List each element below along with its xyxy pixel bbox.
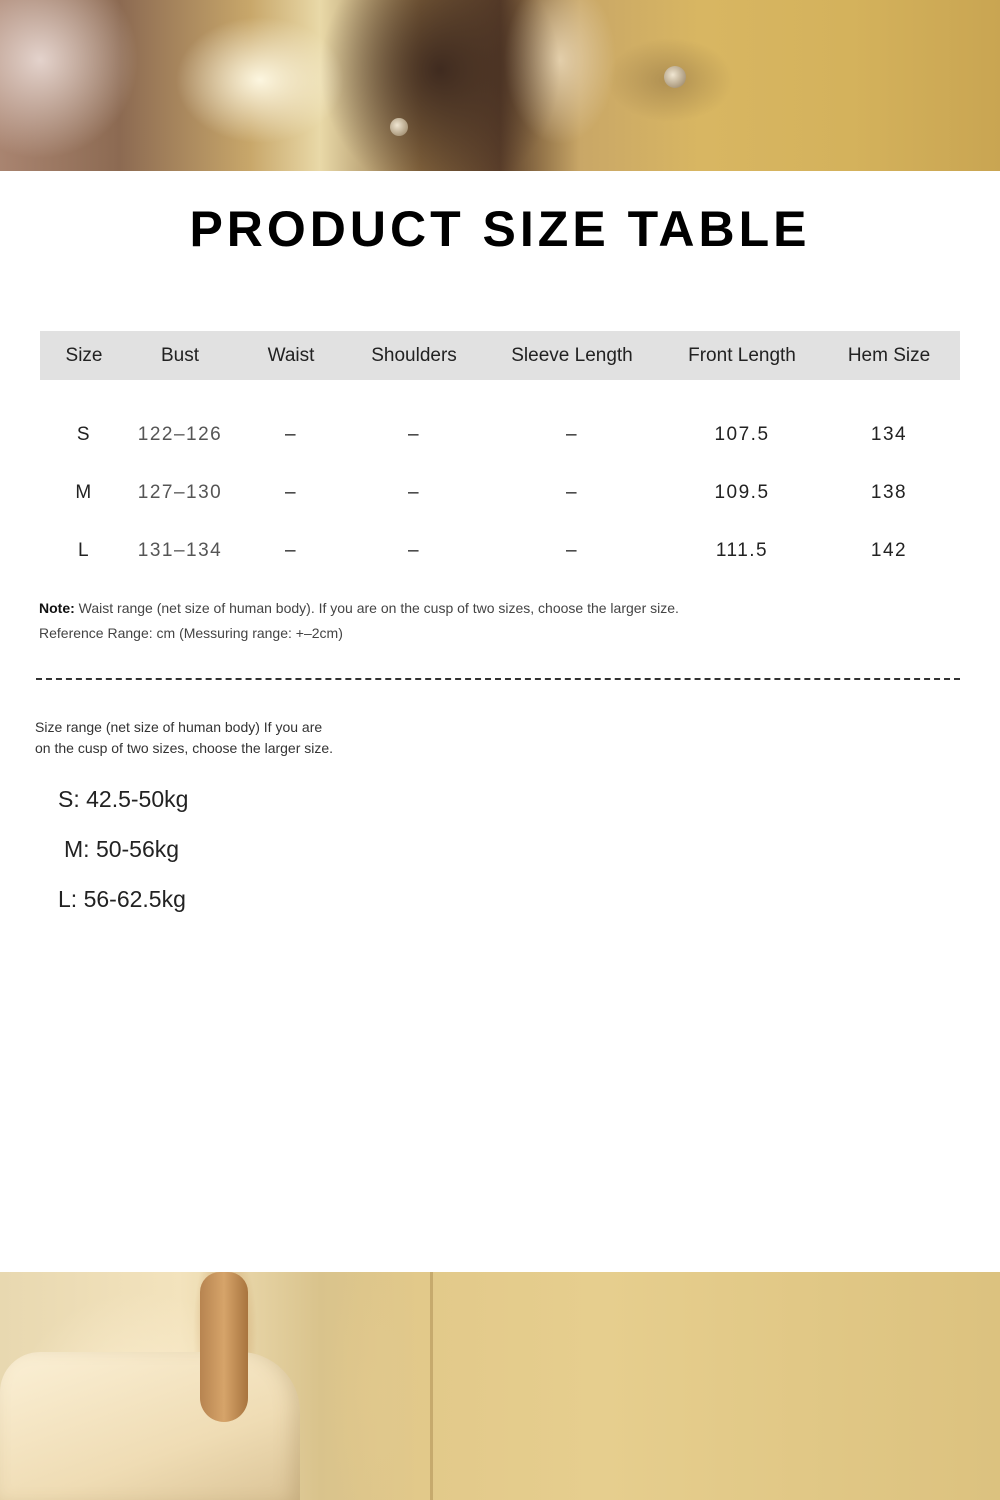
size-range-text <box>35 717 375 759</box>
coat-button <box>664 66 686 88</box>
cell-shoulders: – <box>407 540 421 561</box>
cell-hem-size: 142 <box>870 540 908 561</box>
header-size: Size <box>65 344 103 366</box>
table-row <box>40 406 960 464</box>
table-row <box>40 464 960 522</box>
cell-hem-size: 138 <box>870 482 908 503</box>
cell-waist: – <box>284 482 298 503</box>
size-table <box>40 331 960 580</box>
cell-sleeve-length: – <box>565 540 579 561</box>
cell-sleeve-length: – <box>565 424 579 445</box>
reference-range: Reference Range: cm (Messuring range: +–2cm) <box>39 625 343 641</box>
note-label: Note: <box>39 600 75 616</box>
dashed-divider <box>36 678 960 680</box>
cell-bust: 127–130 <box>137 482 223 503</box>
product-photo-bottom <box>0 1272 1000 1500</box>
table-body <box>40 406 960 580</box>
cell-shoulders: – <box>407 482 421 503</box>
header-bust: Bust <box>160 344 200 366</box>
cell-waist: – <box>284 540 298 561</box>
header-shoulders: Shoulders <box>371 344 457 366</box>
weight-item-l: L: 56-62.5kg <box>58 886 186 912</box>
cell-sleeve-length: – <box>565 482 579 503</box>
cell-bust: 122–126 <box>137 424 223 445</box>
table-header <box>40 331 960 380</box>
weight-item-m: M: 50-56kg <box>64 836 180 862</box>
coat-button <box>390 118 408 136</box>
cell-size: L <box>77 540 91 561</box>
coat-seam <box>430 1272 433 1500</box>
size-note <box>39 596 679 646</box>
cell-bust: 131–134 <box>137 540 223 561</box>
cell-hem-size: 134 <box>870 424 908 445</box>
header-waist: Waist <box>267 344 315 366</box>
cell-waist: – <box>284 424 298 445</box>
weight-item-s: S: 42.5-50kg <box>58 786 189 812</box>
page-title: PRODUCT SIZE TABLE <box>189 201 811 257</box>
hand-finger <box>200 1272 248 1422</box>
coat-pocket <box>0 1352 300 1500</box>
note-line <box>39 596 679 621</box>
note-text: Waist range (net size of human body). If you are on the cusp of two sizes, choose the larger size. <box>74 600 679 616</box>
cell-front-length: 111.5 <box>715 540 769 561</box>
cell-shoulders: – <box>407 424 421 445</box>
header-hem-size: Hem Size <box>847 344 931 366</box>
cell-size: S <box>76 424 92 445</box>
size-range-line: Size range (net size of human body) If you are <box>35 719 323 735</box>
header-sleeve-length: Sleeve Length <box>511 344 633 366</box>
cell-front-length: 107.5 <box>714 424 770 445</box>
header-front-length: Front Length <box>688 344 796 366</box>
product-photo-top <box>0 0 1000 171</box>
cell-size: M <box>75 482 93 503</box>
size-range-line: on the cusp of two sizes, choose the larger size. <box>35 740 334 756</box>
table-row <box>40 522 960 580</box>
cell-front-length: 109.5 <box>714 482 770 503</box>
